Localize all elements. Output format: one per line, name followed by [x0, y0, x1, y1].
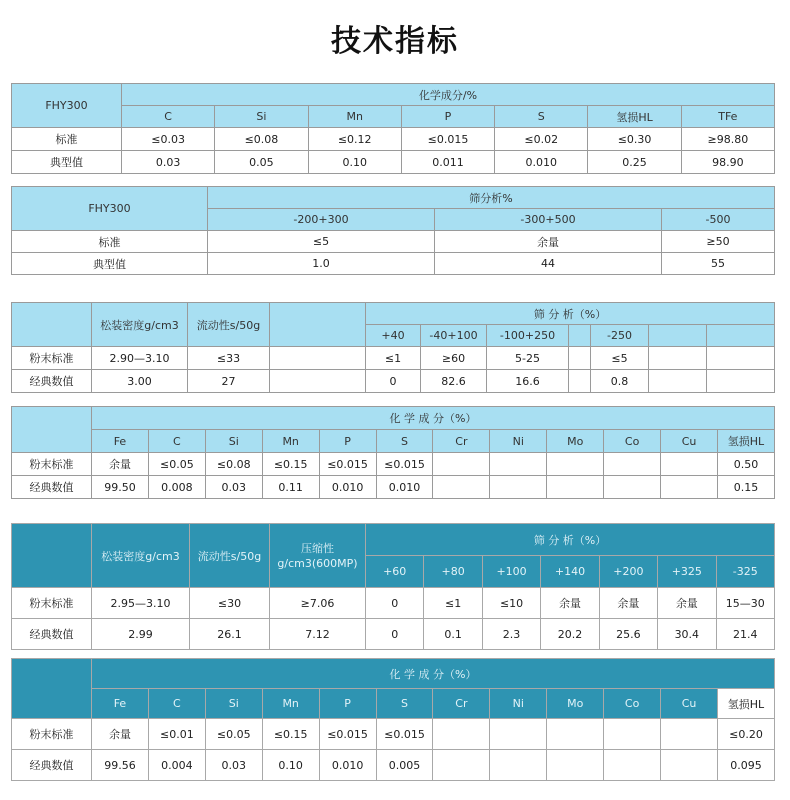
blank-header — [270, 303, 366, 347]
col-header: Si — [205, 689, 262, 719]
cell: ≤0.12 — [308, 128, 401, 151]
col-header: -500 — [662, 209, 775, 231]
cell: ≤1 — [366, 347, 421, 370]
cell — [433, 476, 490, 499]
col-header: Co — [604, 430, 661, 453]
cell — [604, 750, 661, 781]
cell — [490, 750, 547, 781]
col-header: P — [319, 430, 376, 453]
group-header: 筛 分 析（%） — [366, 303, 775, 325]
row-label: 经典数值 — [12, 619, 92, 650]
cell: 5-25 — [487, 347, 569, 370]
fhy300-sieve-table — [11, 186, 775, 275]
cell: ≤1 — [424, 588, 482, 619]
cell — [604, 719, 661, 750]
cell: 余量 — [435, 231, 662, 253]
powder-chemistry-table — [11, 406, 775, 499]
cell — [649, 347, 707, 370]
cell: ≥50 — [662, 231, 775, 253]
col-header: +140 — [541, 556, 599, 588]
compressibility-unit: g/cm3(600MP) — [277, 556, 358, 570]
cell: ≤5 — [591, 347, 649, 370]
cell: 0.005 — [376, 750, 433, 781]
density-header: 松装密度g/cm3 — [92, 303, 188, 347]
cell: ≤10 — [482, 588, 540, 619]
cell: 20.2 — [541, 619, 599, 650]
col-header: 氢损HL — [717, 689, 774, 719]
group-header: 化学成分/% — [122, 84, 775, 106]
col-header: +40 — [366, 325, 421, 347]
col-header: Cr — [433, 689, 490, 719]
col-header: Fe — [92, 689, 149, 719]
col-header: Ni — [490, 689, 547, 719]
cell — [490, 719, 547, 750]
table-row — [12, 750, 775, 781]
cell: ≤0.01 — [148, 719, 205, 750]
cell: 2.99 — [92, 619, 190, 650]
cell: 99.56 — [92, 750, 149, 781]
cell: ≤0.08 — [215, 128, 308, 151]
col-header: +200 — [599, 556, 657, 588]
cell: ≥60 — [421, 347, 487, 370]
cell: 26.1 — [190, 619, 270, 650]
table-row — [12, 128, 775, 151]
cell: 3.00 — [92, 370, 188, 393]
table-row — [12, 151, 775, 174]
cell: 25.6 — [599, 619, 657, 650]
row-label: 典型值 — [12, 253, 208, 275]
cell: 余量 — [658, 588, 716, 619]
col-header: Mo — [547, 689, 604, 719]
cell: 0.010 — [319, 750, 376, 781]
cell — [270, 370, 366, 393]
table-row — [12, 347, 775, 370]
cell: ≤0.20 — [717, 719, 774, 750]
cell — [661, 750, 718, 781]
cell: ≥7.06 — [270, 588, 366, 619]
cell: ≤5 — [208, 231, 435, 253]
row-label: 粉末标准 — [12, 453, 92, 476]
cell — [569, 347, 591, 370]
cell — [433, 750, 490, 781]
row-label: 标准 — [12, 231, 208, 253]
row-label: 粉末标准 — [12, 588, 92, 619]
flow-header: 流动性s/50g — [190, 524, 270, 588]
cell — [547, 453, 604, 476]
grade-label: FHY300 — [12, 84, 122, 128]
cell — [649, 370, 707, 393]
col-header: -325 — [716, 556, 774, 588]
powder-chemistry-table-2 — [11, 658, 775, 781]
col-header: Cu — [661, 689, 718, 719]
powder-sieve-compressibility-table — [11, 523, 775, 650]
cell — [433, 453, 490, 476]
col-header: -300+500 — [435, 209, 662, 231]
cell: 30.4 — [658, 619, 716, 650]
col-header: Fe — [92, 430, 149, 453]
cell: ≤0.015 — [319, 453, 376, 476]
cell: ≤0.02 — [495, 128, 588, 151]
cell: 2.95—3.10 — [92, 588, 190, 619]
col-header: -250 — [591, 325, 649, 347]
col-header: Si — [215, 106, 308, 128]
cell: 2.3 — [482, 619, 540, 650]
group-header: 筛分析% — [208, 187, 775, 209]
col-header — [569, 325, 591, 347]
col-header: P — [401, 106, 494, 128]
cell: 0.15 — [717, 476, 774, 499]
col-header: S — [376, 689, 433, 719]
row-label: 经典数值 — [12, 476, 92, 499]
cell — [604, 453, 661, 476]
table-row — [12, 370, 775, 393]
cell: 27 — [188, 370, 270, 393]
cell: 0 — [366, 588, 424, 619]
cell: ≤0.30 — [588, 128, 681, 151]
cell — [604, 476, 661, 499]
col-header: C — [122, 106, 215, 128]
cell: ≤0.015 — [319, 719, 376, 750]
cell: 余量 — [599, 588, 657, 619]
cell: ≤33 — [188, 347, 270, 370]
cell — [661, 719, 718, 750]
table-row — [12, 453, 775, 476]
row-label: 典型值 — [12, 151, 122, 174]
cell: ≤0.015 — [376, 453, 433, 476]
cell: 0.011 — [401, 151, 494, 174]
col-header: +100 — [482, 556, 540, 588]
group-header: 化 学 成 分（%） — [92, 407, 775, 430]
cell — [490, 476, 547, 499]
cell: 0.03 — [205, 750, 262, 781]
cell: ≤0.05 — [148, 453, 205, 476]
cell — [661, 453, 718, 476]
cell: 0.50 — [717, 453, 774, 476]
cell: 0.010 — [376, 476, 433, 499]
col-header: Mo — [547, 430, 604, 453]
cell: 2.90—3.10 — [92, 347, 188, 370]
cell: ≤0.15 — [262, 719, 319, 750]
cell: 98.90 — [681, 151, 774, 174]
col-header: Cu — [661, 430, 718, 453]
col-header: Mn — [262, 430, 319, 453]
cell — [569, 370, 591, 393]
corner-cell — [12, 659, 92, 719]
col-header: -40+100 — [421, 325, 487, 347]
col-header: C — [148, 689, 205, 719]
col-header: S — [495, 106, 588, 128]
cell: 21.4 — [716, 619, 774, 650]
col-header: 氢损HL — [588, 106, 681, 128]
cell: 0 — [366, 619, 424, 650]
col-header: +60 — [366, 556, 424, 588]
cell — [490, 453, 547, 476]
cell — [547, 719, 604, 750]
cell: 55 — [662, 253, 775, 275]
row-label: 经典数值 — [12, 750, 92, 781]
cell: 0.05 — [215, 151, 308, 174]
col-header: -200+300 — [208, 209, 435, 231]
cell: 0.8 — [591, 370, 649, 393]
cell: ≤0.08 — [205, 453, 262, 476]
cell — [707, 347, 775, 370]
cell — [707, 370, 775, 393]
cell — [547, 750, 604, 781]
cell — [433, 719, 490, 750]
row-label: 标准 — [12, 128, 122, 151]
group-header: 筛 分 析（%） — [366, 524, 775, 556]
col-header: Mn — [262, 689, 319, 719]
cell: 0.004 — [148, 750, 205, 781]
table-row — [12, 253, 775, 275]
col-header: Ni — [490, 430, 547, 453]
cell: 0.03 — [122, 151, 215, 174]
density-header: 松装密度g/cm3 — [92, 524, 190, 588]
col-header: P — [319, 689, 376, 719]
cell: 15—30 — [716, 588, 774, 619]
col-header: -100+250 — [487, 325, 569, 347]
flow-header: 流动性s/50g — [188, 303, 270, 347]
cell — [547, 476, 604, 499]
cell: ≤0.03 — [122, 128, 215, 151]
table-row — [12, 231, 775, 253]
table-row — [12, 476, 775, 499]
cell: 99.50 — [92, 476, 149, 499]
cell: 0.10 — [308, 151, 401, 174]
cell: 0 — [366, 370, 421, 393]
cell: 44 — [435, 253, 662, 275]
col-header: Cr — [433, 430, 490, 453]
cell: 0.008 — [148, 476, 205, 499]
cell: 7.12 — [270, 619, 366, 650]
grade-label: FHY300 — [12, 187, 208, 231]
powder-sieve-table — [11, 302, 775, 393]
cell: 0.095 — [717, 750, 774, 781]
cell: 余量 — [92, 719, 149, 750]
cell: 1.0 — [208, 253, 435, 275]
cell: ≥98.80 — [681, 128, 774, 151]
cell — [661, 476, 718, 499]
cell: 0.010 — [495, 151, 588, 174]
col-header: +80 — [424, 556, 482, 588]
compressibility-header — [270, 524, 366, 588]
cell: 0.1 — [424, 619, 482, 650]
cell: 余量 — [92, 453, 149, 476]
row-label: 经典数值 — [12, 370, 92, 393]
cell: 0.25 — [588, 151, 681, 174]
cell: 0.010 — [319, 476, 376, 499]
group-header: 化 学 成 分（%） — [92, 659, 775, 689]
corner-cell — [12, 524, 92, 588]
cell: 0.03 — [205, 476, 262, 499]
compressibility-label: 压缩性 — [301, 541, 334, 555]
cell: ≤30 — [190, 588, 270, 619]
col-header — [649, 325, 707, 347]
cell: ≤0.15 — [262, 453, 319, 476]
page-title: 技术指标 — [331, 24, 459, 59]
col-header: Si — [205, 430, 262, 453]
table-row — [12, 619, 775, 650]
cell — [270, 347, 366, 370]
col-header: Co — [604, 689, 661, 719]
col-header: C — [148, 430, 205, 453]
cell: 82.6 — [421, 370, 487, 393]
row-label: 粉末标准 — [12, 719, 92, 750]
table-row — [12, 588, 775, 619]
col-header: S — [376, 430, 433, 453]
fhy300-chemistry-table — [11, 83, 775, 174]
cell: ≤0.05 — [205, 719, 262, 750]
cell: 0.11 — [262, 476, 319, 499]
col-header: 氢损HL — [717, 430, 774, 453]
cell: 余量 — [541, 588, 599, 619]
col-header: +325 — [658, 556, 716, 588]
cell: 0.10 — [262, 750, 319, 781]
col-header — [707, 325, 775, 347]
row-label: 粉末标准 — [12, 347, 92, 370]
cell: ≤0.015 — [376, 719, 433, 750]
corner-cell — [12, 303, 92, 347]
col-header: Mn — [308, 106, 401, 128]
cell: ≤0.015 — [401, 128, 494, 151]
cell: 16.6 — [487, 370, 569, 393]
col-header: TFe — [681, 106, 774, 128]
corner-cell — [12, 407, 92, 453]
table-row — [12, 719, 775, 750]
